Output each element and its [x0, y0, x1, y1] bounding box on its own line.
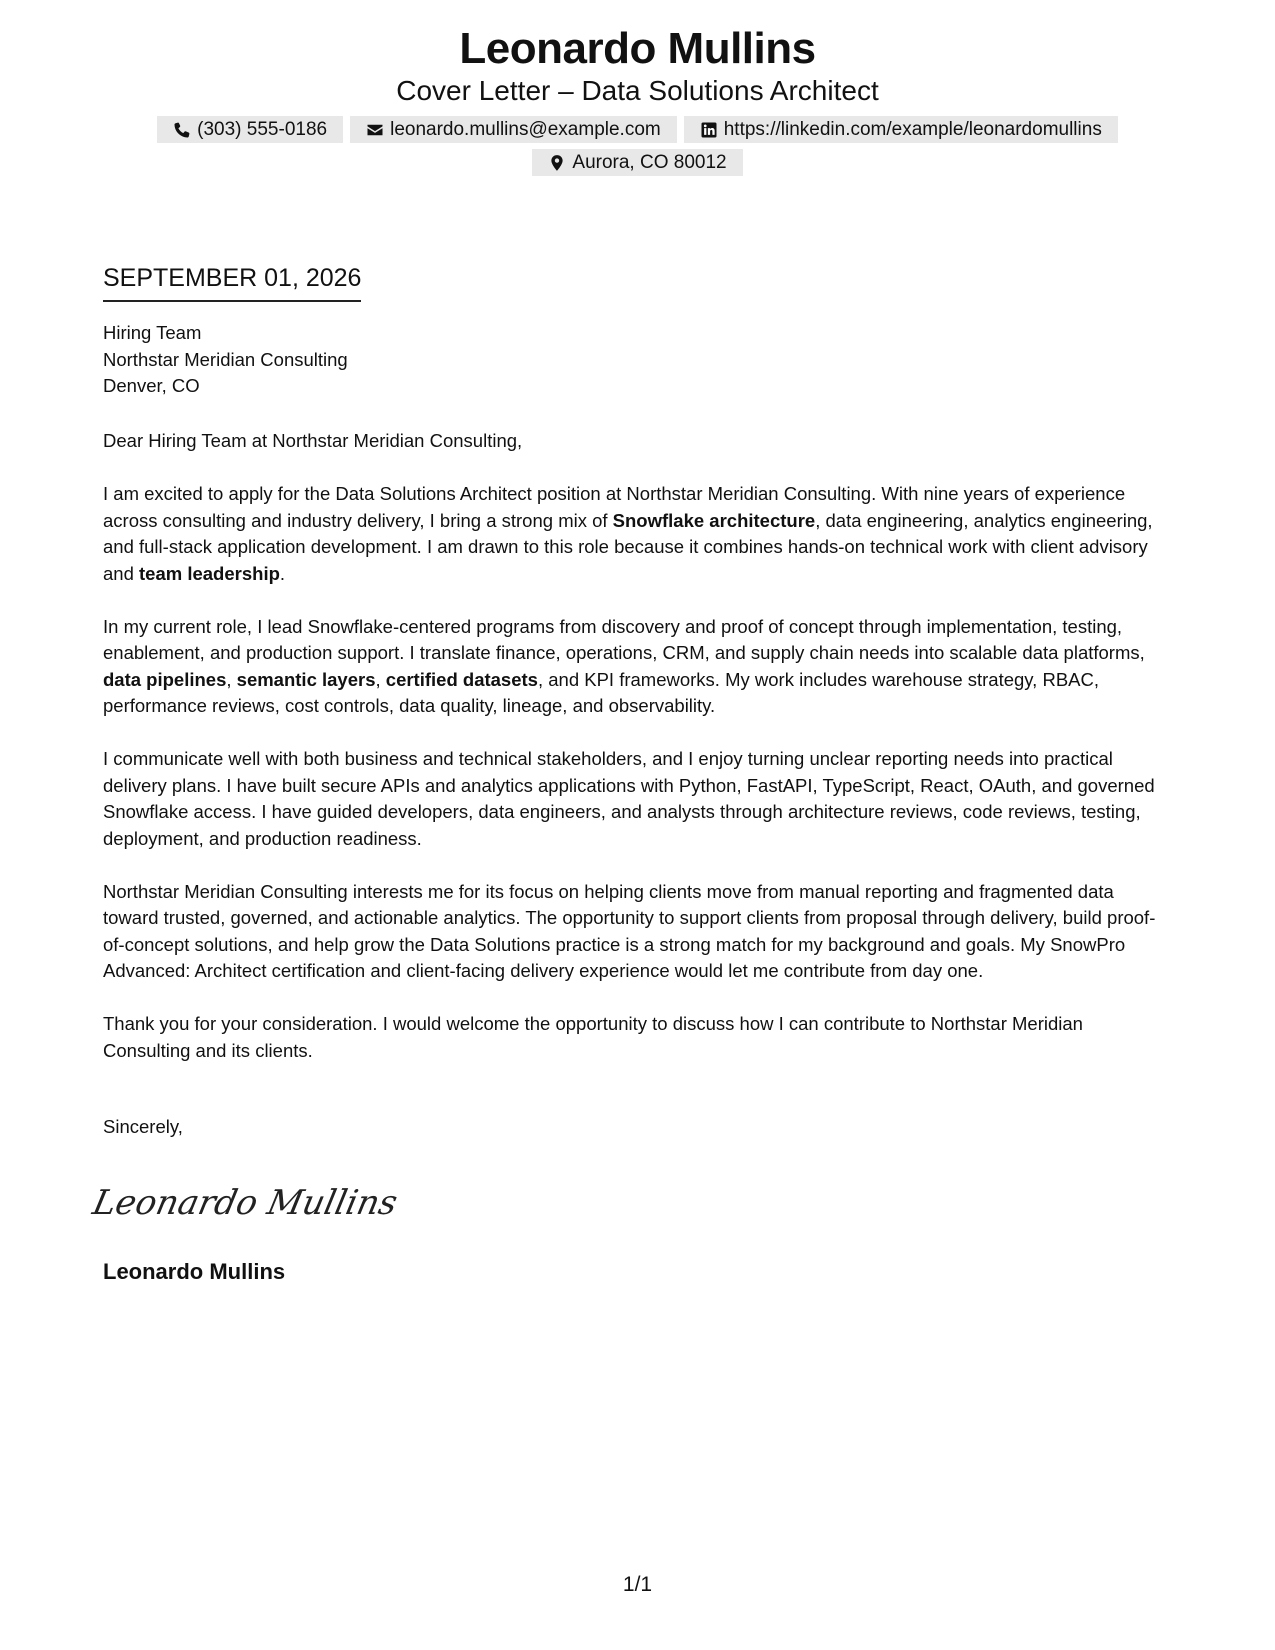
paragraph-text: Thank you for your consideration. I would welcome the opportunity to discuss how I can contribute to Northstar Meridian Consulting and its clients. [103, 1013, 1083, 1061]
body-paragraph [103, 614, 1163, 720]
letter-date: SEPTEMBER 01, 2026 [103, 262, 361, 302]
salutation: Dear Hiring Team at Northstar Meridian Consulting, [103, 430, 523, 451]
phone-text: (303) 555-0186 [197, 119, 328, 140]
body-paragraph [103, 1011, 1163, 1064]
body-paragraph [103, 481, 1163, 587]
contact-phone[interactable] [157, 116, 343, 143]
paragraph-text: , and KPI frameworks. My work includes warehouse strategy, RBAC, performance reviews, cost controls, data quality, lineage, and observability. [103, 668, 1100, 716]
closing: Sincerely, [103, 1116, 183, 1137]
paragraph-text: I communicate well with both business and technical stakeholders, and I enjoy turning unclear reporting needs into practical delivery plans. I have built secure APIs and analytics applications with Python, FastAPI, TypeScript, React, OAuth, and governed Snowflake access. I have guided developers, data engineers, and analysts through architecture reviews, code reviews, testing, deployment, and production readiness. [103, 748, 1155, 849]
paragraph-text: In my current role, I lead Snowflake-centered programs from discovery and proof of concept through implementation, testing, enablement, and production support. I translate finance, operations, CRM, and supply chain needs into scalable data platforms, [103, 615, 1145, 663]
applicant-name: Leonardo Mullins [459, 24, 816, 73]
emphasis-text: data pipelines [103, 668, 227, 690]
paragraph-text: , [226, 668, 237, 690]
signature-text: Leonardo Mullins [89, 1183, 401, 1223]
phone-icon [173, 121, 191, 139]
contact-linkedin[interactable] [684, 116, 1118, 143]
letter-body [103, 481, 1163, 1091]
emphasis-text: Snowflake architecture [612, 509, 816, 531]
emphasis-text: semantic layers [236, 668, 376, 690]
contact-location [532, 149, 742, 176]
body-paragraph [103, 879, 1163, 985]
paragraph-text: , [375, 668, 386, 690]
signature-image [89, 1172, 401, 1232]
paragraph-text: . [279, 562, 286, 584]
contact-email[interactable] [350, 116, 677, 143]
paragraph-text: I am excited to apply for the Data Solutions Architect position at Northstar Meridian Consulting. With nine years of experience across consulting and industry delivery, I bring a strong mix of [103, 483, 1126, 531]
signed-name: Leonardo Mullins [103, 1259, 286, 1284]
location-text: Aurora, CO 80012 [572, 152, 727, 173]
recipient-line: Hiring Team [103, 322, 202, 343]
page-number: 1/1 [622, 1573, 653, 1596]
map-marker-icon [548, 154, 566, 172]
contact-row [0, 116, 1275, 143]
paragraph-text: Northstar Meridian Consulting interests me for its focus on helping clients move from manual reporting and fragmented data toward trusted, governed, and actionable analytics. The opportunity to support clients from proposal through delivery, build proof-of-concept solutions, and help grow the Data Solutions practice is a strong match for my background and goals. My SnowPro Advanced: Architect certification and client-facing delivery experience would let me contribute from day one. [103, 880, 1156, 981]
recipient-block [103, 320, 1163, 400]
envelope-icon [366, 121, 384, 139]
linkedin-text: https://linkedin.com/example/leonardomullins [723, 119, 1102, 140]
body-paragraph [103, 746, 1163, 852]
emphasis-text: certified datasets [385, 668, 538, 690]
paragraph-text: , data engineering, analytics engineering, and full-stack application development. I am drawn to this role because it combines hands-on technical work with client advisory and [103, 509, 1153, 584]
emphasis-text: team leadership [139, 562, 280, 584]
contact-row-location [0, 149, 1275, 176]
letter-header [0, 22, 1275, 176]
email-text: leonardo.mullins@example.com [390, 119, 661, 140]
document-subtitle: Cover Letter – Data Solutions Architect [396, 75, 879, 106]
linkedin-icon [700, 121, 718, 139]
recipient-line: Northstar Meridian Consulting [103, 348, 348, 370]
recipient-line: Denver, CO [103, 375, 200, 396]
